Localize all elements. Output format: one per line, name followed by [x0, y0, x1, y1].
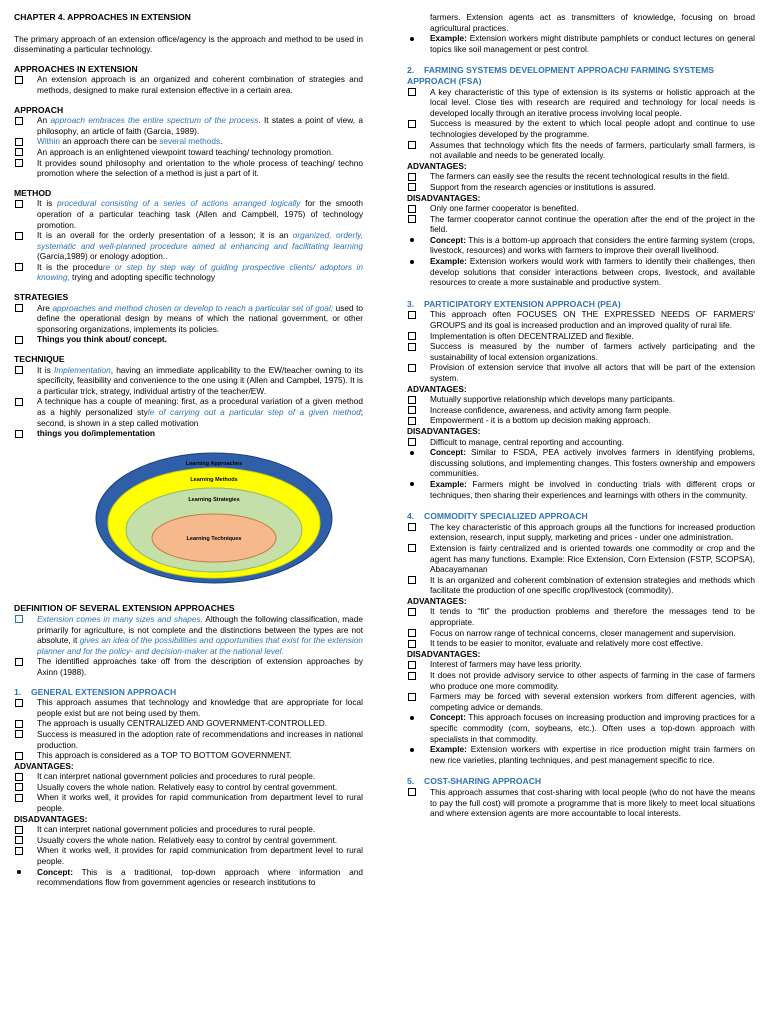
- list-item: Usually covers the whole nation. Relatively easy to control by central government.: [14, 835, 363, 846]
- section-1-disadvantages-label: DISADVANTAGES:: [14, 813, 88, 824]
- list-item: It tends to be easier to monitor, evaluate and relatively more cost effective.: [407, 638, 755, 649]
- checkbox-bullet-icon: [408, 343, 416, 351]
- list-item: things you do/implementation: [14, 428, 363, 439]
- heading-technique: TECHNIQUE: [14, 354, 65, 365]
- learning-nested-ellipse-diagram: [94, 451, 363, 588]
- section-1-continued: [407, 12, 755, 54]
- list-item: Extension is fairly centralized and is oriented towards one commodity or crop and the agent has many functions. Example: Rice Extension, Corn Extension (FSTP, SCOPSA), Abacayamanan: [407, 543, 755, 575]
- section-2-advantages-label: ADVANTAGES:: [407, 160, 467, 171]
- list-item: Concept: This is a bottom-up approach that considers the entire farming system (crops, livestock, resources) and works with farmers to improve their overall livelihood.: [407, 235, 755, 256]
- checkbox-bullet-icon: [408, 788, 416, 796]
- section-4-advantages-label: ADVANTAGES:: [407, 595, 467, 606]
- definition-list: [14, 614, 363, 678]
- list-item: The farmer cooperator cannot continue the operation after the end of the project in the field.: [407, 214, 755, 235]
- checkbox-bullet-icon: [408, 629, 416, 637]
- dot-bullet-icon: [410, 451, 414, 455]
- list-item: When it works well, it provides for rapid communication from department level to rural people.: [14, 845, 363, 866]
- list-item: It tends to “fit” the production problems and therefore the messages tend to be appropriate.: [407, 606, 755, 627]
- list-item: Focus on narrow range of technical concerns, closer management and supervision.: [407, 628, 755, 639]
- list-item: Example: Extension workers might distribute pamphlets or conduct lectures on general topics like soil management or pest control.: [407, 33, 755, 54]
- section-1-heading: 1. GENERAL EXTENSION APPROACH: [14, 686, 177, 697]
- technique-list: [14, 365, 363, 439]
- section-4-heading: 4. COMMODITY SPECIALIZED APPROACH: [407, 511, 588, 522]
- list-item: Support from the research agencies or institutions is assured.: [407, 182, 755, 193]
- checkbox-bullet-icon: [408, 183, 416, 191]
- checkbox-bullet-icon: [408, 544, 416, 552]
- list-item: It is the procedure or step by step way of guiding prospective clients/ adoptors in knowing, trying and adopting specific technology: [14, 262, 363, 283]
- checkbox-bullet-icon: [15, 138, 23, 146]
- list-item: It is Implementation, having an immediate applicability to the EW/teacher owning to its specificity, feasibility and convenience to the one using it (Allen and Campbel, 1975). It is a particular trick, strategy, individual artistry of the teacher/EW.: [14, 365, 363, 397]
- list-item: It is procedural consisting of a series of actions arranged logically for the smooth operation of a particular teaching task (Allen and Campbell, 1975) of technology promotion.: [14, 198, 363, 230]
- section-3-disadvantages: [407, 437, 755, 501]
- list-item: When it works well, it provides for rapid communication from department level to rural people.: [14, 792, 363, 813]
- list-item: Success is measured by the number of farmers actively participating and the sustainability of local extension organizations.: [407, 341, 755, 362]
- list-item: This approach assumes that cost-sharing with local people (who do not have the means to pay the full cost) will promote a programme that is more likely to meet local situations and where extension agents are more accountable to local interests.: [407, 787, 755, 819]
- checkbox-bullet-icon: [408, 311, 416, 319]
- list-item: A technique has a couple of meaning: first, as a procedural variation of a given method as a highly personalized style of carrying out a particular step of a given method; second, is shown in a step called motivation: [14, 396, 363, 428]
- chapter-title: CHAPTER 4. APPROACHES IN EXTENSION: [14, 12, 191, 22]
- checkbox-bullet-icon: [15, 232, 23, 240]
- list-item: It can interpret national government policies and procedures to rural people.: [14, 824, 363, 835]
- list-item: Are approaches and method chosen or develop to reach a particular set of goal; used to define the operational design by means of which the national government, or other sponsoring organizations, implements its policies.: [14, 303, 363, 335]
- approaches-list: [14, 74, 363, 95]
- list-item: Extension comes in many sizes and shapes. Although the following classification, made primarily for agriculture, is not complete and the distinctions between the types are not absolute, it gives an idea of the possibilities and opportunities that exist for the extension planner and for the policy- and decision-maker at the national level.: [14, 614, 363, 656]
- section-2-disadvantages-label: DISADVANTAGES:: [407, 192, 481, 203]
- list-item: The identified approaches take off from the description of extension approaches by Axinn (1988).: [14, 656, 363, 677]
- list-item: It does not provide advisory service to other aspects of farming in the case of farmers who produce one more commodity.: [407, 670, 755, 691]
- label-learning-methods: Learning Methods: [190, 476, 238, 483]
- checkbox-bullet-icon: [408, 672, 416, 680]
- left-column: [14, 12, 363, 888]
- checkbox-bullet-icon: [15, 794, 23, 802]
- section-2-heading: 2. FARMING SYSTEMS DEVELOPMENT APPROACH/ FARMING SYSTEMS APPROACH (FSA): [407, 65, 714, 86]
- list-item: Increase confidence, awareness, and activity among farm people.: [407, 405, 755, 416]
- section-2-disadvantages: [407, 203, 755, 288]
- checkbox-bullet-icon: [15, 752, 23, 760]
- checkbox-bullet-icon: [408, 438, 416, 446]
- checkbox-bullet-icon: [15, 720, 23, 728]
- list-item: Difficult to manage, central reporting and accounting.: [407, 437, 755, 448]
- section-1-advantages-label: ADVANTAGES:: [14, 760, 74, 771]
- list-item: Success is measured by the extent to which local people adopt and continue to use technologies developed by the programme.: [407, 118, 755, 139]
- label-learning-strategies: Learning Strategies: [188, 496, 240, 503]
- section-3-heading: 3. PARTICIPATORY EXTENSION APPROACH (PEA): [407, 298, 621, 309]
- checkbox-bullet-icon: [15, 159, 23, 167]
- checkbox-bullet-icon: [15, 263, 23, 271]
- list-item: Example: Extension workers with expertise in rice production might train farmers on new rice varieties, planting techniques, and pest management specific to rice.: [407, 744, 755, 765]
- section-3-advantages-label: ADVANTAGES:: [407, 383, 467, 394]
- section-4-disadvantages: [407, 659, 755, 765]
- checkbox-bullet-icon: [15, 398, 23, 406]
- dot-bullet-icon: [410, 748, 414, 752]
- checkbox-bullet-icon: [15, 148, 23, 156]
- right-column: [407, 12, 755, 819]
- checkbox-bullet-icon: [15, 773, 23, 781]
- heading-strategies: STRATEGIES: [14, 292, 69, 303]
- checkbox-bullet-icon: [15, 366, 23, 374]
- checkbox-bullet-icon: [408, 661, 416, 669]
- dot-bullet-icon: [410, 260, 414, 264]
- list-item: It is an organized and coherent combination of extension strategies and methods which facilitate the production of one specific crop/livestock (commodity).: [407, 575, 755, 596]
- checkbox-bullet-icon: [15, 304, 23, 312]
- strategies-list: [14, 303, 363, 345]
- dot-bullet-icon: [410, 37, 414, 41]
- list-item: The farmers can easily see the results the recent technological results in the field.: [407, 171, 755, 182]
- section-4-list: [407, 522, 755, 596]
- checkbox-bullet-icon: [408, 120, 416, 128]
- section-2-advantages: [407, 171, 755, 192]
- checkbox-bullet-icon: [408, 88, 416, 96]
- checkbox-bullet-icon: [408, 215, 416, 223]
- checkbox-bullet-icon: [15, 615, 23, 623]
- checkbox-bullet-icon: [15, 730, 23, 738]
- dot-bullet-icon: [410, 482, 414, 486]
- method-list: [14, 198, 363, 283]
- list-item: The key characteristic of this approach groups all the functions for increased production extension, research, input supply, marketing and prices - under one administration.: [407, 522, 755, 543]
- section-3-disadvantages-label: DISADVANTAGES:: [407, 425, 481, 436]
- list-item: Within an approach there can be several methods.: [14, 136, 363, 147]
- checkbox-bullet-icon: [408, 141, 416, 149]
- list-item: An extension approach is an organized and coherent combination of strategies and methods, designed to make rural extension effective in a certain area.: [14, 74, 363, 95]
- checkbox-bullet-icon: [408, 406, 416, 414]
- checkbox-bullet-icon: [15, 200, 23, 208]
- checkbox-bullet-icon: [408, 576, 416, 584]
- list-item: This approach assumes that technology and knowledge that are appropriate for local people exist but are not being used by them.: [14, 697, 363, 718]
- heading-definition: DEFINITION OF SEVERAL EXTENSION APPROACHES: [14, 603, 235, 614]
- dot-bullet-icon: [17, 870, 21, 874]
- checkbox-bullet-icon: [15, 336, 23, 344]
- checkbox-bullet-icon: [15, 76, 23, 84]
- section-3-list: [407, 309, 755, 383]
- section-5-heading: 5. COST-SHARING APPROACH: [407, 776, 542, 787]
- list-item: The approach is usually CENTRALIZED AND GOVERNMENT-CONTROLLED.: [14, 718, 363, 729]
- list-item: Concept: This approach focuses on increasing production and improving practices for a specific commodity (corn, soybeans, etc.). Often uses a top-down approach with specialists in that commodity.: [407, 712, 755, 744]
- list-item: Success is measured in the adoption rate of recommendations and increases in national production.: [14, 729, 363, 750]
- section-1-disadvantages: [14, 824, 363, 888]
- heading-method: METHOD: [14, 187, 52, 198]
- checkbox-bullet-icon: [15, 836, 23, 844]
- section-1-advantages: [14, 771, 363, 813]
- list-item: This approach is considered as a TOP TO BOTTOM GOVERNMENT.: [14, 750, 363, 761]
- list-item: Empowerment - it is a bottom up decision making approach.: [407, 415, 755, 426]
- checkbox-bullet-icon: [15, 658, 23, 666]
- checkbox-bullet-icon: [408, 523, 416, 531]
- list-item: Provision of extension service that involve all actors that will be part of the extension system.: [407, 362, 755, 383]
- list-item: Implementation is often DECENTRALIZED and flexible.: [407, 331, 755, 342]
- list-item: Interest of farmers may have less priority.: [407, 659, 755, 670]
- list-item: Only one farmer cooperator is benefited.: [407, 203, 755, 214]
- label-learning-techniques: Learning Techniques: [186, 535, 242, 542]
- checkbox-bullet-icon: [408, 640, 416, 648]
- list-item: Things you think about/ concept.: [14, 334, 363, 345]
- heading-approach: APPROACH: [14, 104, 64, 115]
- list-item: Concept: Similar to FSDA, PEA actively involves farmers in identifying problems, discussing solutions, and implementing changes. This fosters ownership and empowers communities.: [407, 447, 755, 479]
- checkbox-bullet-icon: [15, 117, 23, 125]
- section-2-list: [407, 87, 755, 161]
- heading-approaches-in-extension: APPROACHES IN EXTENSION: [14, 63, 138, 74]
- checkbox-bullet-icon: [408, 173, 416, 181]
- intro-paragraph: The primary approach of an extension office/agency is the approach and method to be used in disseminating a particular technology.: [14, 33, 363, 55]
- checkbox-bullet-icon: [408, 396, 416, 404]
- list-item: A key characteristic of this type of extension is its systems or holistic approach at the local level. Close ties with research are required and technology for local needs is developed locally through an iterative process involving local people.: [407, 87, 755, 119]
- checkbox-bullet-icon: [408, 693, 416, 701]
- list-item: An approach embraces the entire spectrum of the process. It states a point of view, a philosophy, an article of faith (Garcia, 1989).: [14, 115, 363, 136]
- list-item: Concept: This is a traditional, top-down approach where information and recommendations flow from government agencies or research institutions to: [14, 867, 363, 888]
- list-item: This approach often FOCUSES ON THE EXPRESSED NEEDS OF FARMERS' GROUPS and its goal is increased production and an improved quality of rural life.: [407, 309, 755, 330]
- dot-bullet-icon: [410, 238, 414, 242]
- list-item: It provides sound philosophy and orientation to the whole process of teaching/ techno promotion where the selection of a method is just a part of it.: [14, 158, 363, 179]
- checkbox-bullet-icon: [408, 332, 416, 340]
- list-item: Farmers may be forced with several extension workers from different agencies, with competing advice or demands.: [407, 691, 755, 712]
- dot-bullet-icon: [410, 716, 414, 720]
- list-item: Usually covers the whole nation. Relatively easy to control by central government.: [14, 782, 363, 793]
- nested-ellipses-svg: [94, 451, 334, 585]
- list-item: An approach is an enlightened viewpoint toward teaching/ technology promotion.: [14, 147, 363, 158]
- checkbox-bullet-icon: [15, 699, 23, 707]
- approach-list: [14, 115, 363, 179]
- checkbox-bullet-icon: [408, 608, 416, 616]
- checkbox-bullet-icon: [15, 783, 23, 791]
- checkbox-bullet-icon: [408, 417, 416, 425]
- list-item: Assumes that technology which fits the needs of farmers, particularly small farmers, is not available and needs to be generated locally.: [407, 140, 755, 161]
- checkbox-bullet-icon: [15, 430, 23, 438]
- section-1-list: [14, 697, 363, 761]
- list-item: Mutually supportive relationship which develops many participants.: [407, 394, 755, 405]
- label-learning-approaches: Learning Approaches: [185, 460, 243, 467]
- list-item: It can interpret national government policies and procedures to rural people.: [14, 771, 363, 782]
- list-item: It is an overall for the orderly presentation of a lesson; it is an organized, orderly, systematic and well-planned procedure aimed at enhancing and facilitating learning (Garcia,1989) or enology adoption..: [14, 230, 363, 262]
- list-item-continued: farmers. Extension agents act as transmitters of knowledge, focusing on broad agricultural practices.: [430, 12, 755, 33]
- checkbox-bullet-icon: [15, 826, 23, 834]
- section-3-advantages: [407, 394, 755, 426]
- list-item: Example: Extension workers would work with farmers to identify their challenges, then develop solutions that consider interactions between crops, livestock, and available resources to create a more sustainable and productive system.: [407, 256, 755, 288]
- section-5-list: [407, 787, 755, 819]
- checkbox-bullet-icon: [408, 364, 416, 372]
- section-4-advantages: [407, 606, 755, 648]
- list-item: Example: Farmers might be involved in conducting trials with different crops or techniques, then sharing their experiences and learnings with others in the community.: [407, 479, 755, 500]
- checkbox-bullet-icon: [408, 205, 416, 213]
- section-4-disadvantages-label: DISADVANTAGES:: [407, 648, 481, 659]
- checkbox-bullet-icon: [15, 847, 23, 855]
